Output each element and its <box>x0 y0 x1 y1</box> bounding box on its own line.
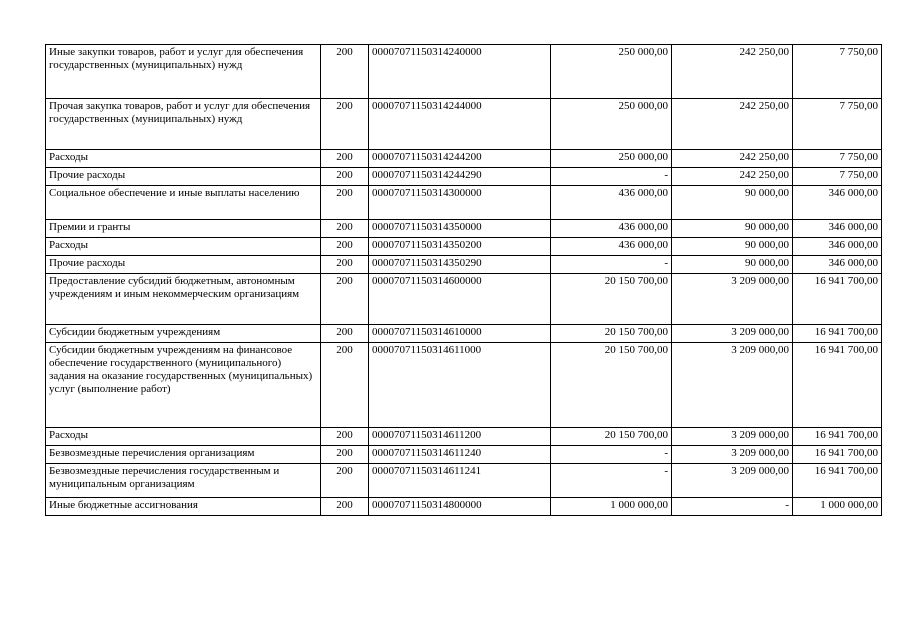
row-approved: 250 000,00 <box>551 99 672 150</box>
row-approved: - <box>551 464 672 498</box>
row-name: Иные бюджетные ассигнования <box>46 498 321 516</box>
table-body <box>46 45 882 516</box>
row-executed: 3 209 000,00 <box>672 325 793 343</box>
row-line-code: 200 <box>321 274 369 325</box>
row-line-code: 200 <box>321 464 369 498</box>
row-executed: 242 250,00 <box>672 150 793 168</box>
row-name: Расходы <box>46 238 321 256</box>
table-row <box>46 325 882 343</box>
row-line-code: 200 <box>321 428 369 446</box>
row-name: Субсидии бюджетным учреждениям <box>46 325 321 343</box>
row-line-code: 200 <box>321 498 369 516</box>
row-remainder: 16 941 700,00 <box>793 274 882 325</box>
row-approved: 250 000,00 <box>551 45 672 99</box>
row-remainder: 7 750,00 <box>793 45 882 99</box>
row-approved: 250 000,00 <box>551 150 672 168</box>
row-name: Предоставление субсидий бюджетным, автономным учреждениям и иным некоммерческим организациям <box>46 274 321 325</box>
row-name: Прочие расходы <box>46 168 321 186</box>
row-approved: 20 150 700,00 <box>551 325 672 343</box>
row-name: Премии и гранты <box>46 220 321 238</box>
row-remainder: 346 000,00 <box>793 238 882 256</box>
row-classification-code: 00007071150314600000 <box>369 274 551 325</box>
row-executed: 242 250,00 <box>672 99 793 150</box>
row-classification-code: 00007071150314350200 <box>369 238 551 256</box>
row-classification-code: 00007071150314611000 <box>369 343 551 428</box>
table-row <box>46 99 882 150</box>
table-row <box>46 168 882 186</box>
row-executed: 3 209 000,00 <box>672 428 793 446</box>
row-approved: 20 150 700,00 <box>551 428 672 446</box>
row-classification-code: 00007071150314244000 <box>369 99 551 150</box>
table-row <box>46 186 882 220</box>
row-name: Иные закупки товаров, работ и услуг для обеспечения государственных (муниципальных) нужд <box>46 45 321 99</box>
table-row <box>46 343 882 428</box>
row-classification-code: 00007071150314610000 <box>369 325 551 343</box>
table-row <box>46 45 882 99</box>
table-row <box>46 238 882 256</box>
row-name: Расходы <box>46 428 321 446</box>
row-line-code: 200 <box>321 186 369 220</box>
row-executed: 90 000,00 <box>672 256 793 274</box>
row-remainder: 16 941 700,00 <box>793 464 882 498</box>
row-line-code: 200 <box>321 325 369 343</box>
row-remainder: 346 000,00 <box>793 256 882 274</box>
row-remainder: 16 941 700,00 <box>793 446 882 464</box>
row-remainder: 346 000,00 <box>793 220 882 238</box>
row-approved: 20 150 700,00 <box>551 274 672 325</box>
row-name: Безвозмездные перечисления организациям <box>46 446 321 464</box>
row-line-code: 200 <box>321 168 369 186</box>
budget-execution-table <box>45 44 882 516</box>
row-approved: - <box>551 256 672 274</box>
row-remainder: 346 000,00 <box>793 186 882 220</box>
row-remainder: 16 941 700,00 <box>793 343 882 428</box>
row-classification-code: 00007071150314611200 <box>369 428 551 446</box>
row-executed: 90 000,00 <box>672 238 793 256</box>
row-approved: 20 150 700,00 <box>551 343 672 428</box>
row-line-code: 200 <box>321 238 369 256</box>
table-row <box>46 256 882 274</box>
row-approved: - <box>551 446 672 464</box>
row-classification-code: 00007071150314611241 <box>369 464 551 498</box>
row-classification-code: 00007071150314244200 <box>369 150 551 168</box>
row-remainder: 1 000 000,00 <box>793 498 882 516</box>
row-executed: 3 209 000,00 <box>672 464 793 498</box>
row-line-code: 200 <box>321 220 369 238</box>
row-line-code: 200 <box>321 99 369 150</box>
row-executed: 242 250,00 <box>672 45 793 99</box>
row-approved: 436 000,00 <box>551 186 672 220</box>
table-row <box>46 446 882 464</box>
table-row <box>46 220 882 238</box>
table-row <box>46 274 882 325</box>
row-name: Расходы <box>46 150 321 168</box>
row-name: Прочая закупка товаров, работ и услуг для обеспечения государственных (муниципальных) нужд <box>46 99 321 150</box>
row-classification-code: 00007071150314350000 <box>369 220 551 238</box>
row-approved: 1 000 000,00 <box>551 498 672 516</box>
row-line-code: 200 <box>321 150 369 168</box>
row-name: Субсидии бюджетным учреждениям на финансовое обеспечение государственного (муниципального) задания на оказание государственных (муниципальных) услуг (выполнение работ) <box>46 343 321 428</box>
row-executed: 3 209 000,00 <box>672 446 793 464</box>
row-classification-code: 00007071150314611240 <box>369 446 551 464</box>
row-executed: - <box>672 498 793 516</box>
row-classification-code: 00007071150314800000 <box>369 498 551 516</box>
row-remainder: 16 941 700,00 <box>793 428 882 446</box>
row-executed: 3 209 000,00 <box>672 343 793 428</box>
row-line-code: 200 <box>321 256 369 274</box>
row-line-code: 200 <box>321 446 369 464</box>
row-approved: - <box>551 168 672 186</box>
row-classification-code: 00007071150314244290 <box>369 168 551 186</box>
row-executed: 90 000,00 <box>672 186 793 220</box>
row-executed: 242 250,00 <box>672 168 793 186</box>
row-line-code: 200 <box>321 45 369 99</box>
row-remainder: 7 750,00 <box>793 168 882 186</box>
row-remainder: 7 750,00 <box>793 150 882 168</box>
table-row <box>46 150 882 168</box>
row-name: Прочие расходы <box>46 256 321 274</box>
row-remainder: 7 750,00 <box>793 99 882 150</box>
row-approved: 436 000,00 <box>551 220 672 238</box>
row-classification-code: 00007071150314350290 <box>369 256 551 274</box>
row-line-code: 200 <box>321 343 369 428</box>
table-row <box>46 428 882 446</box>
row-classification-code: 00007071150314240000 <box>369 45 551 99</box>
row-remainder: 16 941 700,00 <box>793 325 882 343</box>
table-row <box>46 498 882 516</box>
row-name: Социальное обеспечение и иные выплаты населению <box>46 186 321 220</box>
row-executed: 3 209 000,00 <box>672 274 793 325</box>
row-approved: 436 000,00 <box>551 238 672 256</box>
row-name: Безвозмездные перечисления государственным и муниципальным организациям <box>46 464 321 498</box>
table-row <box>46 464 882 498</box>
row-executed: 90 000,00 <box>672 220 793 238</box>
row-classification-code: 00007071150314300000 <box>369 186 551 220</box>
